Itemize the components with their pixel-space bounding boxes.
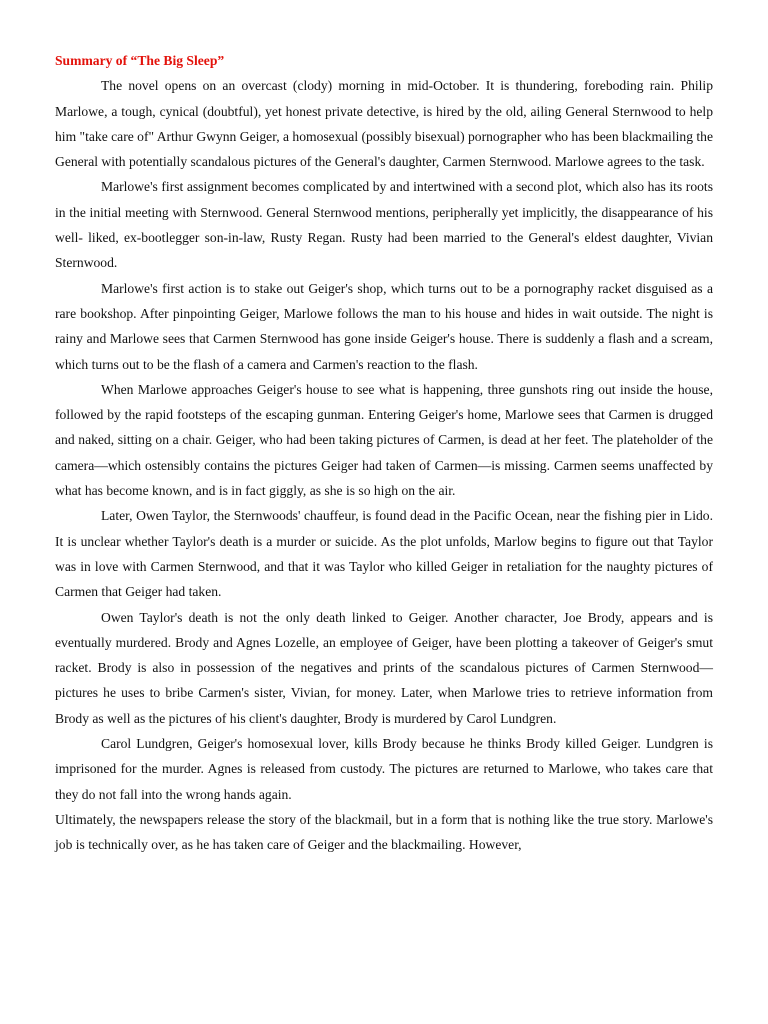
paragraph-8: Ultimately, the newspapers release the story of the blackmail, but in a form that is nothing like the true story. Marlowe's job is technically over, as he has taken care of Geiger and the blackmailing. However, xyxy=(55,811,713,853)
paragraph-4: When Marlowe approaches Geiger's house to see what is happening, three gunshots ring out inside the house, followed by the rapid footsteps of the escaping gunman. Entering Geiger's home, Marlowe sees that Carmen is drugged and naked, sitting on a chair. Geiger, who had been taking pictures of Carmen, is dead at her feet. The plateholder of the camera—which ostensibly contains the pictures Geiger had taken of Carmen—is missing. Carmen seems unaffected by what has become known, and is in fact giggly, as she is so high on the air. xyxy=(55,381,713,499)
paragraph-5: Later, Owen Taylor, the Sternwoods' chauffeur, is found dead in the Pacific Ocean, near the fishing pier in Lido. It is unclear whether Taylor's death is a murder or suicide. As the plot unfolds, Marlow begins to figure out that Taylor was in love with Carmen Sternwood, and that it was Taylor who killed Geiger in retaliation for the naughty pictures of Carmen that Geiger had taken. xyxy=(55,508,713,600)
paragraph-2: Marlowe's first assignment becomes complicated by and intertwined with a second plot, which also has its roots in the initial meeting with Sternwood. General Sternwood mentions, peripherally yet implicitly, the disappearance of his well- liked, ex-bootlegger son-in-law, Rusty Regan. Rusty had been married to the General's eldest daughter, Vivian Sternwood. xyxy=(55,179,713,271)
document-title: Summary of “The Big Sleep” xyxy=(55,53,225,68)
paragraph-3: Marlowe's first action is to stake out Geiger's shop, which turns out to be a pornography racket disguised as a rare bookshop. After pinpointing Geiger, Marlowe follows the man to his house and hides in wait outside. The night is rainy and Marlowe sees that Carmen Sternwood has gone inside Geiger's house. There is suddenly a flash and a scream, which turns out to be the flash of a camera and Carmen's reaction to the flash. xyxy=(55,280,713,372)
paragraph-1: The novel opens on an overcast (clody) morning in mid-October. It is thundering, foreboding rain. Philip Marlowe, a tough, cynical (doubtful), yet honest private detective, is hired by the old, ailing General Sternwood to help him "take care of" Arthur Gwynn Geiger, a homosexual (possibly bisexual) pornographer who has been blackmailing the General with potentially scandalous pictures of the General's daughter, Carmen Sternwood. Marlowe agrees to the task. xyxy=(55,78,713,170)
paragraph-7: Carol Lundgren, Geiger's homosexual lover, kills Brody because he thinks Brody killed Geiger. Lundgren is imprisoned for the murder. Agnes is released from custody. The pictures are returned to Marlowe, who takes care that they do not fall into the wrong hands again. xyxy=(55,736,713,802)
paragraph-6: Owen Taylor's death is not the only death linked to Geiger. Another character, Joe Brody, appears and is eventually murdered. Brody and Agnes Lozelle, an employee of Geiger, have been plotting a takeover of Geiger's smut racket. Brody is also in possession of the negatives and prints of the scandalous pictures of Carmen Sternwood—pictures he uses to bribe Carmen's sister, Vivian, for money. Later, when Marlowe tries to retrieve information from Brody as well as the pictures of his client's daughter, Brody is murdered by Carol Lundgren. xyxy=(55,609,713,726)
document-page xyxy=(55,48,713,858)
